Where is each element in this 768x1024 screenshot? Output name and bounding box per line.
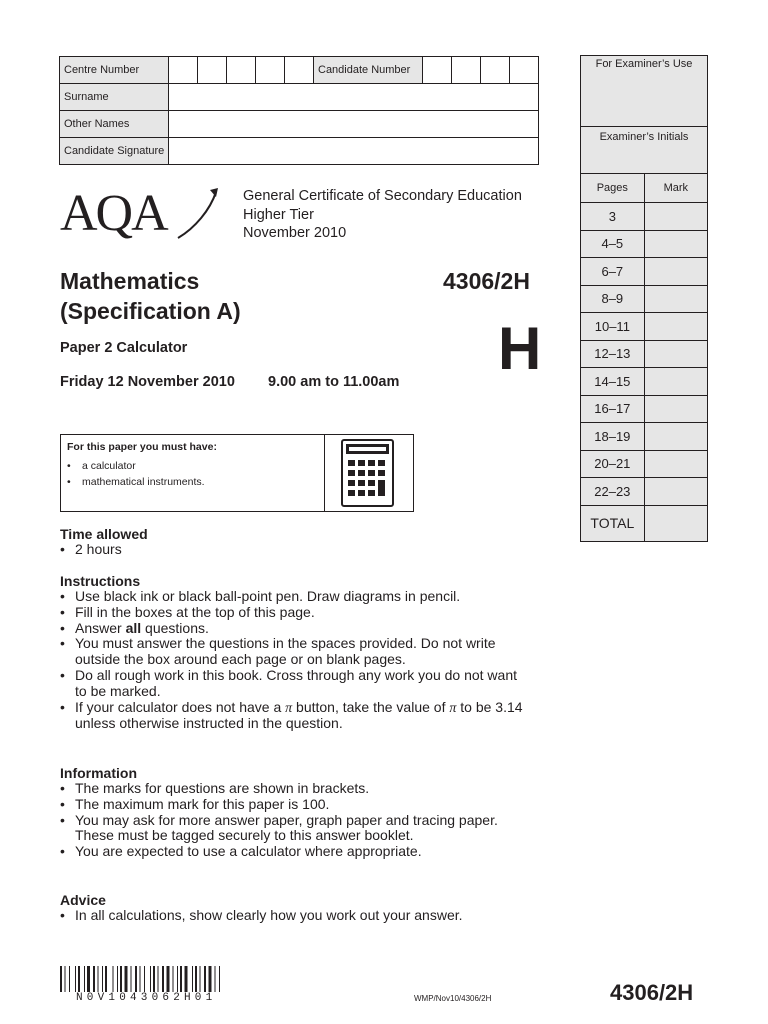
instruction-text: If your calculator does not have a bbox=[75, 698, 286, 715]
time-allowed-heading: Time allowed bbox=[60, 526, 148, 542]
aqa-logo-text: AQA bbox=[60, 185, 167, 242]
page-range-label: 22–23 bbox=[581, 478, 645, 506]
page-range-label: 8–9 bbox=[581, 285, 645, 313]
mark-header: Mark bbox=[644, 174, 707, 203]
barcode-bar bbox=[167, 966, 170, 992]
page-range-label: 18–19 bbox=[581, 423, 645, 451]
specification: (Specification A) bbox=[60, 298, 241, 324]
page-mark-field[interactable] bbox=[644, 340, 707, 368]
barcode-bar bbox=[215, 966, 216, 992]
examiner-initials-field[interactable]: Examiner’s Initials bbox=[581, 127, 708, 174]
page-range-label: 4–5 bbox=[581, 230, 645, 258]
instruction-text: to be 3.14 bbox=[456, 698, 523, 715]
barcode-bar bbox=[84, 966, 85, 992]
centre-number-digit[interactable] bbox=[227, 57, 256, 84]
barcode-bar bbox=[93, 966, 95, 992]
centre-number-digit[interactable] bbox=[256, 57, 285, 84]
page-mark-field[interactable] bbox=[644, 368, 707, 396]
centre-number-label: Centre Number bbox=[60, 57, 169, 84]
page-range-label: 16–17 bbox=[581, 395, 645, 423]
candidate-number-digit[interactable] bbox=[481, 57, 510, 84]
information-section bbox=[60, 765, 520, 860]
page-range-label: 10–11 bbox=[581, 313, 645, 341]
barcode-bar bbox=[87, 966, 90, 992]
barcode-bar bbox=[219, 966, 220, 992]
time-allowed-section bbox=[60, 526, 148, 558]
exam-date: Friday 12 November 2010 bbox=[60, 374, 235, 390]
other-names-label: Other Names bbox=[60, 111, 169, 138]
cert-title: General Certificate of Secondary Education bbox=[243, 188, 522, 204]
instruction-emphasis: all bbox=[125, 619, 142, 636]
candidate-number-digit[interactable] bbox=[452, 57, 481, 84]
advice-section bbox=[60, 892, 530, 924]
barcode-bar bbox=[150, 966, 151, 992]
instruction-item: • Use black ink or black ball-point pen. Draw diagrams in pencil. bbox=[60, 589, 530, 605]
instruction-item bbox=[60, 700, 530, 733]
barcode-bar bbox=[153, 966, 155, 992]
barcode-bar bbox=[192, 966, 193, 992]
total-label: TOTAL bbox=[581, 505, 645, 541]
information-item: • The marks for questions are shown in brackets. bbox=[60, 781, 520, 797]
other-names-field[interactable] bbox=[169, 111, 539, 138]
barcode-bar bbox=[195, 966, 197, 992]
barcode-bar bbox=[131, 966, 132, 992]
page-mark-field[interactable] bbox=[644, 450, 707, 478]
certificate-info bbox=[243, 187, 522, 243]
paper-code: 4306/2H bbox=[443, 268, 530, 294]
page-mark-field[interactable] bbox=[644, 230, 707, 258]
candidate-number-label: Candidate Number bbox=[314, 57, 423, 84]
barcode-bar bbox=[120, 966, 122, 992]
page-mark-field[interactable] bbox=[644, 313, 707, 341]
information-heading: Information bbox=[60, 765, 137, 781]
materials-item: • a calculator bbox=[67, 458, 205, 474]
page-mark-field[interactable] bbox=[644, 478, 707, 506]
paper-name: Paper 2 Calculator bbox=[60, 340, 188, 356]
candidate-number-digit[interactable] bbox=[423, 57, 452, 84]
cert-tier: Higher Tier bbox=[243, 206, 314, 223]
instruction-text: Answer bbox=[75, 619, 126, 636]
pi-symbol: π bbox=[285, 700, 293, 716]
advice-heading: Advice bbox=[60, 892, 106, 908]
instruction-item: • You must answer the questions in the spaces provided. Do not write outside the box around each page or on blank pages. bbox=[60, 636, 530, 668]
calculator-icon bbox=[340, 439, 396, 507]
total-mark-field[interactable] bbox=[644, 505, 707, 541]
barcode-number: N0V1043062H01 bbox=[76, 992, 217, 1004]
paper-reference: WMP/Nov10/4306/2H bbox=[414, 994, 492, 1003]
centre-number-digit[interactable] bbox=[169, 57, 198, 84]
barcode-bar bbox=[69, 966, 70, 992]
tier-letter: H bbox=[498, 315, 542, 382]
barcode bbox=[60, 966, 285, 992]
materials-list bbox=[67, 458, 205, 490]
materials-item: • mathematical instruments. bbox=[67, 474, 205, 490]
barcode-bar bbox=[105, 966, 107, 992]
aqa-logo bbox=[60, 180, 220, 250]
barcode-bar bbox=[113, 966, 114, 992]
instructions-heading: Instructions bbox=[60, 573, 141, 589]
page-range-label: 6–7 bbox=[581, 258, 645, 286]
page-range-label: 3 bbox=[581, 203, 645, 231]
page-mark-field[interactable] bbox=[644, 285, 707, 313]
centre-number-digit[interactable] bbox=[285, 57, 314, 84]
page-range-label: 14–15 bbox=[581, 368, 645, 396]
page-mark-field[interactable] bbox=[644, 203, 707, 231]
signature-field[interactable] bbox=[169, 138, 539, 165]
page-range-label: 12–13 bbox=[581, 340, 645, 368]
time-allowed-list bbox=[60, 542, 148, 558]
subject-title: Mathematics bbox=[60, 268, 200, 294]
paper-title bbox=[60, 266, 241, 326]
instructions-section bbox=[60, 573, 530, 732]
barcode-bar bbox=[140, 966, 141, 992]
page-mark-field[interactable] bbox=[644, 395, 707, 423]
instruction-text: unless otherwise instructed in the question. bbox=[75, 715, 343, 732]
information-list bbox=[60, 781, 520, 860]
barcode-bar bbox=[65, 966, 66, 992]
surname-label: Surname bbox=[60, 84, 169, 111]
page-mark-field[interactable] bbox=[644, 423, 707, 451]
barcode-bar bbox=[200, 966, 201, 992]
information-item: • The maximum mark for this paper is 100. bbox=[60, 797, 520, 813]
footer-paper-code: 4306/2H bbox=[610, 980, 694, 1005]
pages-header: Pages bbox=[581, 174, 645, 203]
barcode-bar bbox=[185, 966, 188, 992]
instructions-list bbox=[60, 589, 530, 732]
surname-field[interactable] bbox=[169, 84, 539, 111]
barcode-bar bbox=[78, 966, 80, 992]
barcode-bar bbox=[173, 966, 174, 992]
page-mark-field[interactable] bbox=[644, 258, 707, 286]
information-item: • You may ask for more answer paper, graph paper and tracing paper. These must be tagged securely to this answer booklet. bbox=[60, 813, 520, 845]
instruction-text: questions. bbox=[141, 619, 209, 636]
barcode-bar bbox=[135, 966, 137, 992]
instruction-item: • Fill in the boxes at the top of this page. bbox=[60, 605, 530, 621]
candidate-details-box bbox=[59, 56, 539, 165]
time-allowed-item: • 2 hours bbox=[60, 542, 148, 558]
pi-symbol: π bbox=[449, 700, 457, 716]
barcode-bar bbox=[177, 966, 178, 992]
barcode-bar bbox=[102, 966, 103, 992]
examiner-use-header: For Examiner’s Use bbox=[581, 56, 708, 127]
barcode-bar bbox=[75, 966, 76, 992]
advice-list bbox=[60, 908, 530, 924]
cert-session: November 2010 bbox=[243, 225, 347, 241]
barcode-bar bbox=[125, 966, 128, 992]
information-item: • You are expected to use a calculator where appropriate. bbox=[60, 844, 520, 860]
barcode-bar bbox=[98, 966, 99, 992]
barcode-bar bbox=[60, 966, 62, 992]
barcode-bar bbox=[158, 966, 159, 992]
barcode-bar bbox=[144, 966, 145, 992]
advice-item: • In all calculations, show clearly how you work out your answer. bbox=[60, 908, 530, 924]
page-range-label: 20–21 bbox=[581, 450, 645, 478]
materials-box bbox=[60, 434, 414, 512]
candidate-number-digit[interactable] bbox=[510, 57, 539, 84]
materials-heading: For this paper you must have: bbox=[67, 441, 217, 453]
exam-time: 9.00 am to 11.00am bbox=[268, 374, 400, 390]
instruction-item bbox=[60, 621, 530, 637]
examiner-box bbox=[580, 55, 708, 542]
materials-divider bbox=[324, 435, 325, 511]
barcode-bar bbox=[117, 966, 118, 992]
instruction-text: button, take the value of bbox=[292, 698, 450, 715]
signature-label: Candidate Signature bbox=[60, 138, 169, 165]
instruction-item: • Do all rough work in this book. Cross through any work you do not want to be marked. bbox=[60, 668, 530, 700]
barcode-bar bbox=[180, 966, 182, 992]
barcode-bar bbox=[204, 966, 206, 992]
centre-number-digit[interactable] bbox=[198, 57, 227, 84]
logo-swoosh-icon bbox=[60, 180, 220, 250]
barcode-bar bbox=[162, 966, 164, 992]
barcode-bar bbox=[209, 966, 212, 992]
